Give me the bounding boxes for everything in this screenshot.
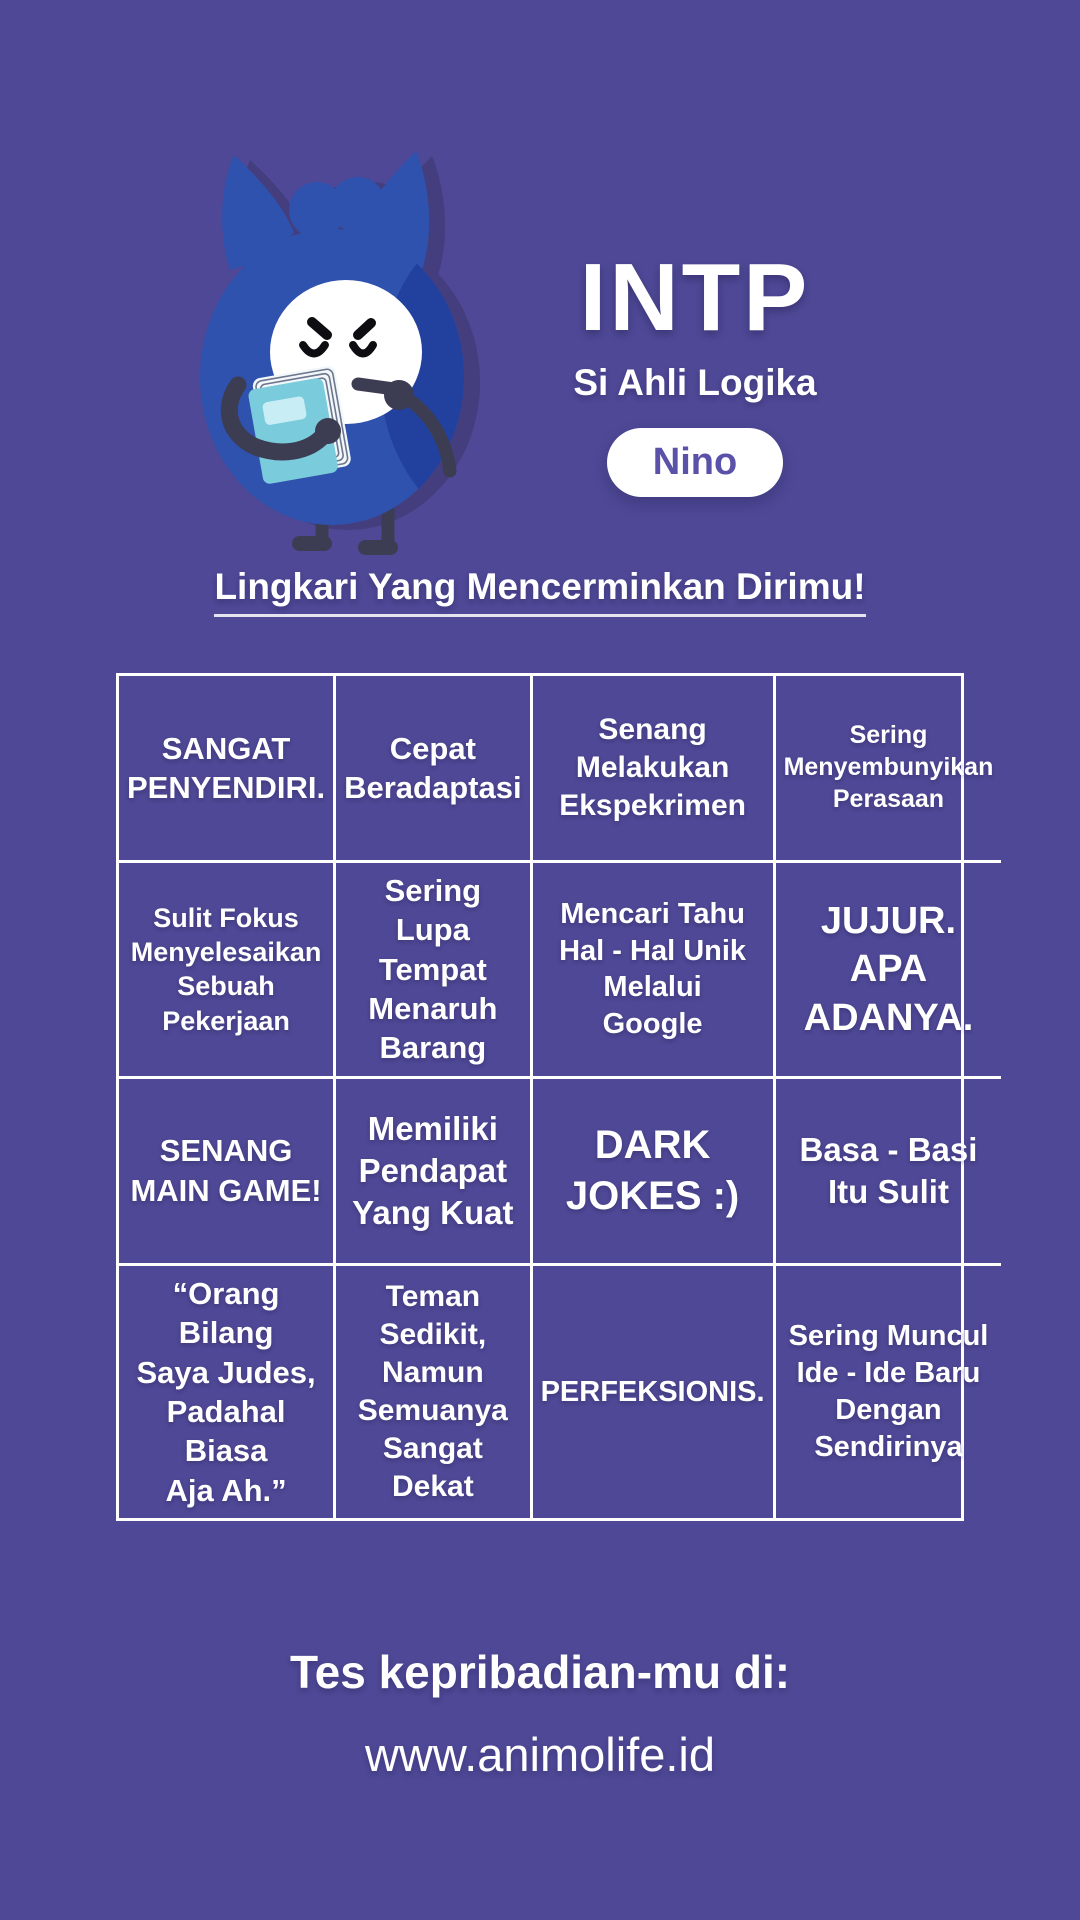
personality-bingo-grid bbox=[116, 673, 994, 1521]
bingo-cell-text: SANGAT PENYENDIRI. bbox=[127, 730, 326, 805]
bingo-cell-10[interactable] bbox=[336, 1079, 532, 1266]
bingo-cell-13[interactable] bbox=[119, 1266, 336, 1518]
bingo-cell-text: Teman Sedikit, Namun Semuanya Sangat Dekat bbox=[357, 1279, 508, 1504]
bingo-cell-6[interactable] bbox=[336, 863, 532, 1079]
bingo-cell-text: Sulit Fokus Menyelesaikan Sebuah Pekerjaan bbox=[130, 902, 322, 1036]
bingo-cell-1[interactable] bbox=[119, 676, 336, 863]
bingo-cell-text: Basa - Basi Itu Sulit bbox=[799, 1130, 978, 1210]
footer-cta-label: Tes kepribadian-mu di: bbox=[289, 1646, 791, 1698]
bingo-cell-14[interactable] bbox=[336, 1266, 532, 1518]
bingo-cell-text: SENANG MAIN GAME! bbox=[130, 1133, 322, 1208]
bingo-cell-12[interactable] bbox=[776, 1079, 1002, 1266]
bingo-cell-7[interactable] bbox=[533, 863, 776, 1079]
bingo-cell-text: Sering Muncul Ide - Ide Baru Dengan Sendirinya bbox=[788, 1320, 989, 1463]
personality-type-title: INTP bbox=[579, 244, 811, 351]
bingo-cell-text: Sering Menyembunyikan Perasaan bbox=[783, 721, 994, 813]
bingo-cell-4[interactable] bbox=[776, 676, 1002, 863]
personality-type-subtitle: Si Ahli Logika bbox=[573, 362, 817, 403]
bingo-cell-16[interactable] bbox=[776, 1266, 1002, 1518]
mascot-nino-illustration bbox=[170, 135, 500, 585]
bingo-cell-11[interactable] bbox=[533, 1079, 776, 1266]
bingo-cell-text: DARK JOKES :) bbox=[565, 1123, 740, 1218]
instruction-text: Lingkari Yang Mencerminkan Dirimu! bbox=[214, 566, 865, 617]
bingo-cell-text: Sering Lupa Tempat Menaruh Barang bbox=[368, 873, 498, 1066]
bingo-cell-text: Memiliki Pendapat Yang Kuat bbox=[352, 1109, 514, 1231]
bingo-cell-3[interactable] bbox=[533, 676, 776, 863]
bingo-cell-text: PERFEKSIONIS. bbox=[540, 1375, 765, 1408]
bingo-cell-5[interactable] bbox=[119, 863, 336, 1079]
bingo-cell-text: JUJUR. APA ADANYA. bbox=[803, 900, 974, 1039]
footer-website-url[interactable]: www.animolife.id bbox=[364, 1728, 716, 1781]
bingo-cell-8[interactable] bbox=[776, 863, 1002, 1079]
footer bbox=[0, 1645, 1080, 1782]
bingo-cell-text: Senang Melakukan Ekspekrimen bbox=[559, 712, 746, 823]
bingo-cell-text: “Orang Bilang Saya Judes, Padahal Biasa Aja Ah.” bbox=[136, 1275, 316, 1508]
bingo-cell-text: Cepat Beradaptasi bbox=[344, 730, 522, 805]
bingo-cell-2[interactable] bbox=[336, 676, 532, 863]
bingo-cell-text: Mencari Tahu Hal - Hal Unik Melalui Google bbox=[559, 897, 747, 1041]
bingo-cell-9[interactable] bbox=[119, 1079, 336, 1266]
instruction-heading bbox=[0, 566, 1080, 608]
bingo-cell-15[interactable] bbox=[533, 1266, 776, 1518]
header-block bbox=[470, 244, 920, 497]
character-name-badge: Nino bbox=[607, 428, 783, 497]
